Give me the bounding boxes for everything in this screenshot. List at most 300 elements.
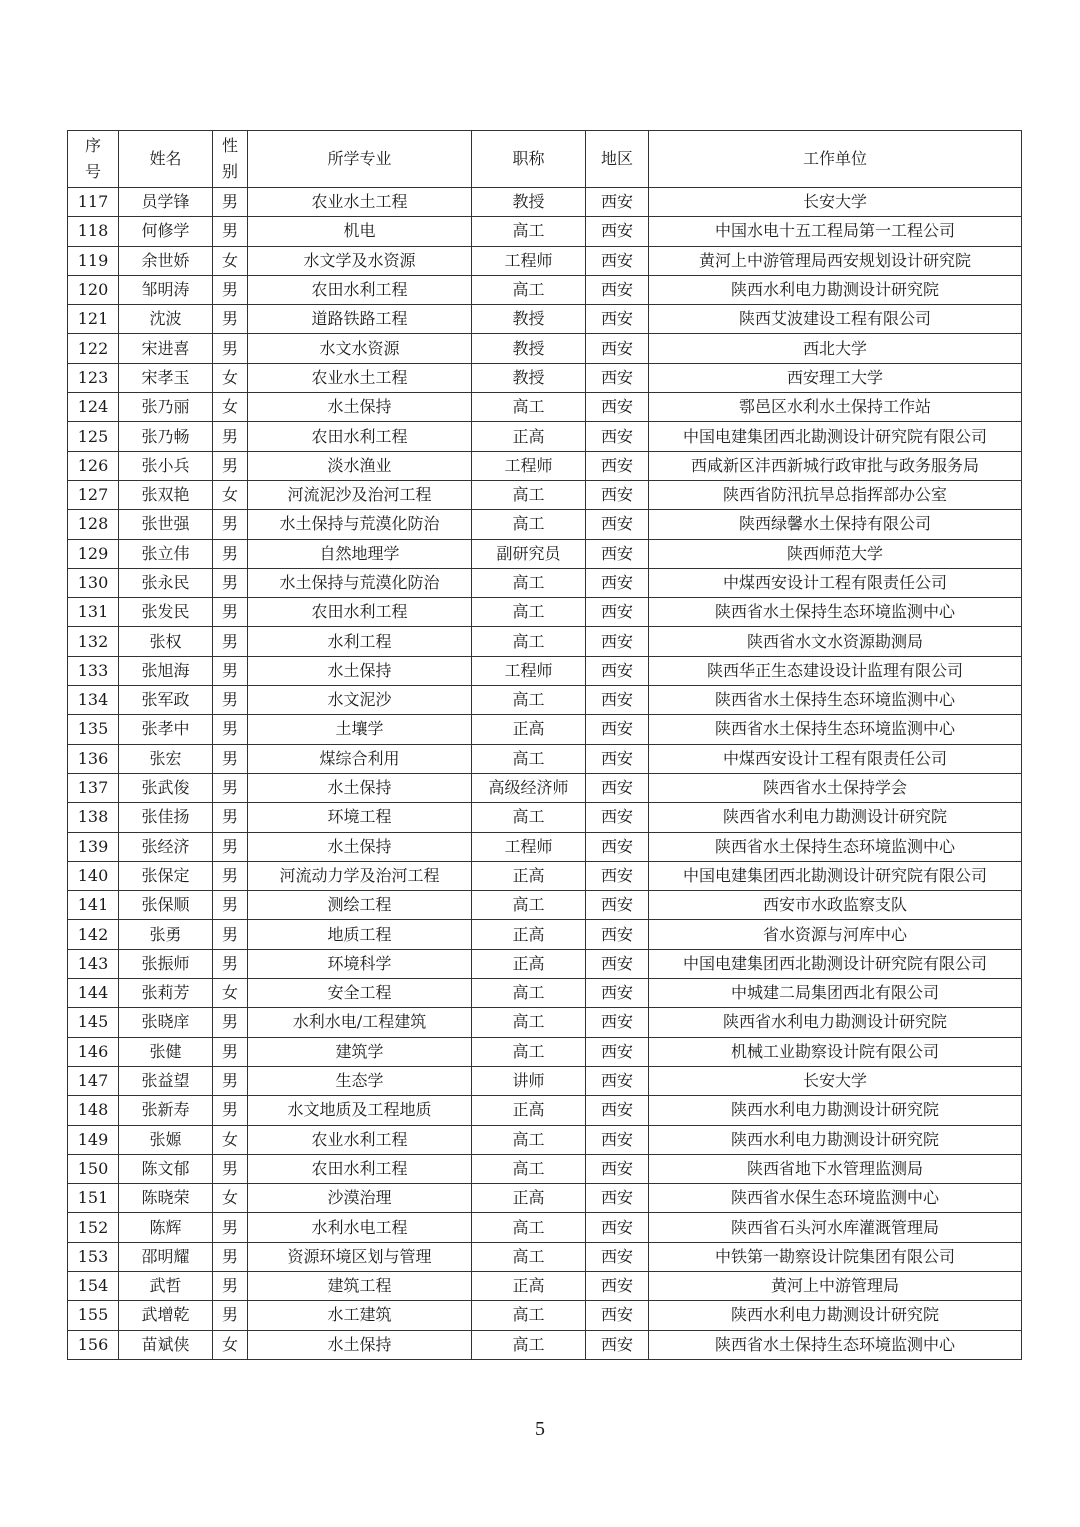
cell-seq: 117 bbox=[68, 188, 119, 217]
header-employer: 工作单位 bbox=[649, 131, 1022, 188]
header-region: 地区 bbox=[586, 131, 649, 188]
cell-gender: 女 bbox=[213, 1184, 248, 1213]
cell-title: 高工 bbox=[472, 1154, 586, 1183]
cell-gender: 男 bbox=[213, 1154, 248, 1183]
cell-major: 水文地质及工程地质 bbox=[248, 1096, 472, 1125]
cell-gender: 男 bbox=[213, 1096, 248, 1125]
cell-title: 高工 bbox=[472, 1242, 586, 1271]
cell-major: 水土保持 bbox=[248, 1330, 472, 1359]
cell-seq: 120 bbox=[68, 275, 119, 304]
cell-region: 西安 bbox=[586, 568, 649, 597]
cell-name: 邹明涛 bbox=[119, 275, 213, 304]
cell-seq: 127 bbox=[68, 480, 119, 509]
cell-employer: 长安大学 bbox=[649, 1066, 1022, 1095]
table-row bbox=[68, 1066, 1022, 1095]
cell-major: 淡水渔业 bbox=[248, 451, 472, 480]
cell-name: 张勇 bbox=[119, 920, 213, 949]
cell-gender: 男 bbox=[213, 188, 248, 217]
cell-region: 西安 bbox=[586, 1242, 649, 1271]
cell-name: 何修学 bbox=[119, 217, 213, 246]
cell-gender: 女 bbox=[213, 246, 248, 275]
cell-name: 张立伟 bbox=[119, 539, 213, 568]
cell-major: 农田水利工程 bbox=[248, 1154, 472, 1183]
cell-gender: 男 bbox=[213, 334, 248, 363]
table-row bbox=[68, 598, 1022, 627]
table-row bbox=[68, 773, 1022, 802]
cell-gender: 男 bbox=[213, 1271, 248, 1300]
cell-employer: 西北大学 bbox=[649, 334, 1022, 363]
cell-gender: 女 bbox=[213, 1125, 248, 1154]
cell-gender: 男 bbox=[213, 656, 248, 685]
cell-major: 土壤学 bbox=[248, 715, 472, 744]
cell-title: 正高 bbox=[472, 422, 586, 451]
cell-region: 西安 bbox=[586, 539, 649, 568]
table-row bbox=[68, 803, 1022, 832]
cell-region: 西安 bbox=[586, 744, 649, 773]
table-row bbox=[68, 715, 1022, 744]
cell-gender: 男 bbox=[213, 305, 248, 334]
table-row bbox=[68, 1301, 1022, 1330]
cell-gender: 男 bbox=[213, 1242, 248, 1271]
cell-seq: 149 bbox=[68, 1125, 119, 1154]
cell-employer: 陕西华正生态建设设计监理有限公司 bbox=[649, 656, 1022, 685]
cell-region: 西安 bbox=[586, 451, 649, 480]
cell-employer: 中国电建集团西北勘测设计研究院有限公司 bbox=[649, 422, 1022, 451]
table-row bbox=[68, 188, 1022, 217]
table-row bbox=[68, 1213, 1022, 1242]
cell-title: 讲师 bbox=[472, 1066, 586, 1095]
cell-region: 西安 bbox=[586, 363, 649, 392]
cell-title: 高工 bbox=[472, 480, 586, 509]
table-row bbox=[68, 627, 1022, 656]
cell-major: 水土保持 bbox=[248, 393, 472, 422]
cell-title: 高工 bbox=[472, 1330, 586, 1359]
table-row bbox=[68, 744, 1022, 773]
table-row bbox=[68, 656, 1022, 685]
cell-employer: 中铁第一勘察设计院集团有限公司 bbox=[649, 1242, 1022, 1271]
cell-seq: 153 bbox=[68, 1242, 119, 1271]
cell-major: 生态学 bbox=[248, 1066, 472, 1095]
cell-name: 张旭海 bbox=[119, 656, 213, 685]
cell-gender: 男 bbox=[213, 1037, 248, 1066]
cell-name: 苗斌侠 bbox=[119, 1330, 213, 1359]
table-body bbox=[68, 188, 1022, 1360]
cell-seq: 154 bbox=[68, 1271, 119, 1300]
cell-seq: 147 bbox=[68, 1066, 119, 1095]
cell-region: 西安 bbox=[586, 832, 649, 861]
cell-name: 沈波 bbox=[119, 305, 213, 334]
cell-gender: 男 bbox=[213, 715, 248, 744]
table-row bbox=[68, 393, 1022, 422]
table-row bbox=[68, 480, 1022, 509]
cell-title: 高工 bbox=[472, 1125, 586, 1154]
cell-name: 张乃畅 bbox=[119, 422, 213, 451]
cell-gender: 男 bbox=[213, 891, 248, 920]
cell-title: 高工 bbox=[472, 568, 586, 597]
cell-major: 环境工程 bbox=[248, 803, 472, 832]
cell-employer: 机械工业勘察设计院有限公司 bbox=[649, 1037, 1022, 1066]
cell-region: 西安 bbox=[586, 803, 649, 832]
table-row bbox=[68, 1330, 1022, 1359]
cell-region: 西安 bbox=[586, 1037, 649, 1066]
cell-gender: 男 bbox=[213, 1066, 248, 1095]
cell-major: 河流动力学及治河工程 bbox=[248, 861, 472, 890]
cell-seq: 130 bbox=[68, 568, 119, 597]
cell-major: 水土保持与荒漠化防治 bbox=[248, 510, 472, 539]
cell-employer: 中国电建集团西北勘测设计研究院有限公司 bbox=[649, 861, 1022, 890]
cell-title: 高工 bbox=[472, 891, 586, 920]
cell-seq: 144 bbox=[68, 979, 119, 1008]
cell-region: 西安 bbox=[586, 1096, 649, 1125]
table-row bbox=[68, 334, 1022, 363]
cell-major: 水利工程 bbox=[248, 627, 472, 656]
cell-region: 西安 bbox=[586, 1213, 649, 1242]
cell-major: 农田水利工程 bbox=[248, 422, 472, 451]
cell-major: 水工建筑 bbox=[248, 1301, 472, 1330]
table-row bbox=[68, 422, 1022, 451]
cell-region: 西安 bbox=[586, 305, 649, 334]
cell-title: 高工 bbox=[472, 979, 586, 1008]
cell-title: 工程师 bbox=[472, 656, 586, 685]
cell-gender: 男 bbox=[213, 803, 248, 832]
header-name: 姓名 bbox=[119, 131, 213, 188]
table-row bbox=[68, 1184, 1022, 1213]
cell-employer: 中煤西安设计工程有限责任公司 bbox=[649, 568, 1022, 597]
cell-title: 工程师 bbox=[472, 451, 586, 480]
cell-seq: 155 bbox=[68, 1301, 119, 1330]
table-row bbox=[68, 217, 1022, 246]
header-gender: 性 别 bbox=[213, 131, 248, 188]
cell-gender: 男 bbox=[213, 627, 248, 656]
cell-employer: 陕西省水保生态环境监测中心 bbox=[649, 1184, 1022, 1213]
cell-region: 西安 bbox=[586, 188, 649, 217]
table-header-row bbox=[68, 131, 1022, 188]
cell-title: 高工 bbox=[472, 1301, 586, 1330]
cell-region: 西安 bbox=[586, 246, 649, 275]
cell-title: 高工 bbox=[472, 803, 586, 832]
cell-major: 农业水土工程 bbox=[248, 188, 472, 217]
header-seq: 序 号 bbox=[68, 131, 119, 188]
cell-title: 高工 bbox=[472, 1213, 586, 1242]
cell-name: 张宏 bbox=[119, 744, 213, 773]
cell-gender: 男 bbox=[213, 744, 248, 773]
cell-gender: 男 bbox=[213, 920, 248, 949]
cell-employer: 陕西水利电力勘测设计研究院 bbox=[649, 1125, 1022, 1154]
cell-seq: 137 bbox=[68, 773, 119, 802]
cell-seq: 156 bbox=[68, 1330, 119, 1359]
cell-title: 正高 bbox=[472, 715, 586, 744]
cell-employer: 西咸新区沣西新城行政审批与政务服务局 bbox=[649, 451, 1022, 480]
cell-name: 张权 bbox=[119, 627, 213, 656]
cell-region: 西安 bbox=[586, 510, 649, 539]
cell-gender: 男 bbox=[213, 217, 248, 246]
cell-title: 副研究员 bbox=[472, 539, 586, 568]
cell-seq: 123 bbox=[68, 363, 119, 392]
cell-gender: 男 bbox=[213, 451, 248, 480]
cell-name: 张武俊 bbox=[119, 773, 213, 802]
cell-name: 张乃丽 bbox=[119, 393, 213, 422]
cell-gender: 女 bbox=[213, 979, 248, 1008]
cell-seq: 140 bbox=[68, 861, 119, 890]
cell-seq: 138 bbox=[68, 803, 119, 832]
cell-title: 教授 bbox=[472, 305, 586, 334]
cell-name: 张保顺 bbox=[119, 891, 213, 920]
cell-employer: 中煤西安设计工程有限责任公司 bbox=[649, 744, 1022, 773]
cell-major: 建筑工程 bbox=[248, 1271, 472, 1300]
cell-region: 西安 bbox=[586, 1154, 649, 1183]
table-row bbox=[68, 1271, 1022, 1300]
cell-name: 武增乾 bbox=[119, 1301, 213, 1330]
cell-seq: 135 bbox=[68, 715, 119, 744]
cell-seq: 118 bbox=[68, 217, 119, 246]
cell-gender: 女 bbox=[213, 1330, 248, 1359]
cell-name: 张益望 bbox=[119, 1066, 213, 1095]
table-row bbox=[68, 1037, 1022, 1066]
table-row bbox=[68, 363, 1022, 392]
cell-gender: 男 bbox=[213, 510, 248, 539]
cell-major: 资源环境区划与管理 bbox=[248, 1242, 472, 1271]
cell-gender: 男 bbox=[213, 861, 248, 890]
cell-gender: 男 bbox=[213, 568, 248, 597]
cell-title: 正高 bbox=[472, 861, 586, 890]
cell-employer: 西安市水政监察支队 bbox=[649, 891, 1022, 920]
cell-major: 水利水电/工程建筑 bbox=[248, 1008, 472, 1037]
table-row bbox=[68, 979, 1022, 1008]
cell-name: 张双艳 bbox=[119, 480, 213, 509]
cell-employer: 中城建二局集团西北有限公司 bbox=[649, 979, 1022, 1008]
cell-title: 高工 bbox=[472, 217, 586, 246]
cell-title: 高工 bbox=[472, 627, 586, 656]
cell-seq: 119 bbox=[68, 246, 119, 275]
cell-gender: 女 bbox=[213, 480, 248, 509]
cell-title: 正高 bbox=[472, 1096, 586, 1125]
cell-major: 农田水利工程 bbox=[248, 598, 472, 627]
cell-region: 西安 bbox=[586, 1125, 649, 1154]
cell-name: 陈晓荣 bbox=[119, 1184, 213, 1213]
cell-employer: 陕西省水土保持生态环境监测中心 bbox=[649, 832, 1022, 861]
cell-title: 正高 bbox=[472, 1271, 586, 1300]
table-row bbox=[68, 451, 1022, 480]
cell-major: 安全工程 bbox=[248, 979, 472, 1008]
cell-region: 西安 bbox=[586, 422, 649, 451]
cell-seq: 139 bbox=[68, 832, 119, 861]
cell-name: 张保定 bbox=[119, 861, 213, 890]
cell-region: 西安 bbox=[586, 920, 649, 949]
cell-region: 西安 bbox=[586, 1271, 649, 1300]
cell-employer: 省水资源与河库中心 bbox=[649, 920, 1022, 949]
cell-seq: 133 bbox=[68, 656, 119, 685]
cell-region: 西安 bbox=[586, 1066, 649, 1095]
cell-major: 河流泥沙及治河工程 bbox=[248, 480, 472, 509]
cell-title: 高工 bbox=[472, 686, 586, 715]
cell-region: 西安 bbox=[586, 773, 649, 802]
page-number: 5 bbox=[535, 1418, 545, 1440]
cell-seq: 148 bbox=[68, 1096, 119, 1125]
cell-title: 高工 bbox=[472, 510, 586, 539]
cell-title: 工程师 bbox=[472, 246, 586, 275]
cell-major: 水文学及水资源 bbox=[248, 246, 472, 275]
cell-major: 环境科学 bbox=[248, 949, 472, 978]
cell-region: 西安 bbox=[586, 217, 649, 246]
cell-title: 工程师 bbox=[472, 832, 586, 861]
cell-employer: 陕西省水利电力勘测设计研究院 bbox=[649, 803, 1022, 832]
cell-employer: 陕西水利电力勘测设计研究院 bbox=[649, 1301, 1022, 1330]
cell-name: 张世强 bbox=[119, 510, 213, 539]
cell-title: 教授 bbox=[472, 334, 586, 363]
cell-region: 西安 bbox=[586, 1330, 649, 1359]
cell-gender: 男 bbox=[213, 1301, 248, 1330]
cell-region: 西安 bbox=[586, 656, 649, 685]
cell-region: 西安 bbox=[586, 480, 649, 509]
cell-name: 宋孝玉 bbox=[119, 363, 213, 392]
cell-employer: 陕西省石头河水库灌溉管理局 bbox=[649, 1213, 1022, 1242]
cell-name: 武哲 bbox=[119, 1271, 213, 1300]
cell-title: 高工 bbox=[472, 598, 586, 627]
cell-employer: 陕西水利电力勘测设计研究院 bbox=[649, 275, 1022, 304]
cell-region: 西安 bbox=[586, 393, 649, 422]
table-row bbox=[68, 891, 1022, 920]
cell-title: 高工 bbox=[472, 393, 586, 422]
cell-major: 水文泥沙 bbox=[248, 686, 472, 715]
cell-name: 陈文郁 bbox=[119, 1154, 213, 1183]
cell-employer: 中国水电十五工程局第一工程公司 bbox=[649, 217, 1022, 246]
cell-name: 张健 bbox=[119, 1037, 213, 1066]
cell-employer: 陕西绿馨水土保持有限公司 bbox=[649, 510, 1022, 539]
cell-name: 宋进喜 bbox=[119, 334, 213, 363]
header-major: 所学专业 bbox=[248, 131, 472, 188]
cell-employer: 黄河上中游管理局 bbox=[649, 1271, 1022, 1300]
cell-employer: 陕西省水土保持生态环境监测中心 bbox=[649, 1330, 1022, 1359]
table-row bbox=[68, 920, 1022, 949]
cell-region: 西安 bbox=[586, 715, 649, 744]
cell-seq: 146 bbox=[68, 1037, 119, 1066]
cell-title: 正高 bbox=[472, 920, 586, 949]
cell-employer: 陕西省水土保持学会 bbox=[649, 773, 1022, 802]
cell-seq: 132 bbox=[68, 627, 119, 656]
cell-title: 高工 bbox=[472, 1008, 586, 1037]
table-row bbox=[68, 568, 1022, 597]
cell-seq: 136 bbox=[68, 744, 119, 773]
table-row bbox=[68, 539, 1022, 568]
cell-gender: 男 bbox=[213, 949, 248, 978]
cell-name: 张振师 bbox=[119, 949, 213, 978]
cell-major: 水土保持 bbox=[248, 832, 472, 861]
cell-seq: 129 bbox=[68, 539, 119, 568]
cell-seq: 143 bbox=[68, 949, 119, 978]
cell-title: 正高 bbox=[472, 1184, 586, 1213]
cell-name: 余世娇 bbox=[119, 246, 213, 275]
cell-major: 农业水土工程 bbox=[248, 363, 472, 392]
cell-seq: 150 bbox=[68, 1154, 119, 1183]
cell-name: 张永民 bbox=[119, 568, 213, 597]
table-row bbox=[68, 832, 1022, 861]
cell-title: 高工 bbox=[472, 1037, 586, 1066]
cell-gender: 男 bbox=[213, 539, 248, 568]
cell-major: 水土保持 bbox=[248, 773, 472, 802]
cell-gender: 男 bbox=[213, 1213, 248, 1242]
cell-title: 高级经济师 bbox=[472, 773, 586, 802]
cell-employer: 陕西省防汛抗旱总指挥部办公室 bbox=[649, 480, 1022, 509]
cell-major: 沙漠治理 bbox=[248, 1184, 472, 1213]
cell-seq: 141 bbox=[68, 891, 119, 920]
cell-name: 张孝中 bbox=[119, 715, 213, 744]
cell-major: 煤综合利用 bbox=[248, 744, 472, 773]
cell-major: 机电 bbox=[248, 217, 472, 246]
cell-seq: 128 bbox=[68, 510, 119, 539]
cell-name: 张新寿 bbox=[119, 1096, 213, 1125]
cell-seq: 131 bbox=[68, 598, 119, 627]
cell-employer: 陕西省地下水管理监测局 bbox=[649, 1154, 1022, 1183]
cell-name: 陈辉 bbox=[119, 1213, 213, 1242]
cell-major: 农业水利工程 bbox=[248, 1125, 472, 1154]
cell-gender: 男 bbox=[213, 422, 248, 451]
cell-employer: 陕西水利电力勘测设计研究院 bbox=[649, 1096, 1022, 1125]
cell-title: 高工 bbox=[472, 275, 586, 304]
cell-region: 西安 bbox=[586, 979, 649, 1008]
cell-employer: 长安大学 bbox=[649, 188, 1022, 217]
cell-major: 水土保持 bbox=[248, 656, 472, 685]
cell-major: 自然地理学 bbox=[248, 539, 472, 568]
cell-major: 道路铁路工程 bbox=[248, 305, 472, 334]
cell-employer: 陕西师范大学 bbox=[649, 539, 1022, 568]
cell-major: 水土保持与荒漠化防治 bbox=[248, 568, 472, 597]
cell-employer: 陕西艾波建设工程有限公司 bbox=[649, 305, 1022, 334]
table-row bbox=[68, 1096, 1022, 1125]
table-row bbox=[68, 510, 1022, 539]
cell-region: 西安 bbox=[586, 275, 649, 304]
table-row bbox=[68, 861, 1022, 890]
cell-region: 西安 bbox=[586, 1184, 649, 1213]
cell-seq: 134 bbox=[68, 686, 119, 715]
cell-name: 张经济 bbox=[119, 832, 213, 861]
cell-major: 农田水利工程 bbox=[248, 275, 472, 304]
table-row bbox=[68, 275, 1022, 304]
cell-gender: 男 bbox=[213, 275, 248, 304]
cell-seq: 126 bbox=[68, 451, 119, 480]
cell-name: 张军政 bbox=[119, 686, 213, 715]
cell-employer: 鄠邑区水利水土保持工作站 bbox=[649, 393, 1022, 422]
cell-title: 正高 bbox=[472, 949, 586, 978]
cell-employer: 西安理工大学 bbox=[649, 363, 1022, 392]
cell-name: 张嫄 bbox=[119, 1125, 213, 1154]
cell-employer: 陕西省水利电力勘测设计研究院 bbox=[649, 1008, 1022, 1037]
cell-seq: 121 bbox=[68, 305, 119, 334]
cell-name: 张晓庠 bbox=[119, 1008, 213, 1037]
cell-region: 西安 bbox=[586, 1301, 649, 1330]
header-title: 职称 bbox=[472, 131, 586, 188]
cell-seq: 122 bbox=[68, 334, 119, 363]
cell-gender: 女 bbox=[213, 363, 248, 392]
cell-title: 教授 bbox=[472, 188, 586, 217]
cell-employer: 陕西省水土保持生态环境监测中心 bbox=[649, 715, 1022, 744]
cell-seq: 152 bbox=[68, 1213, 119, 1242]
cell-seq: 151 bbox=[68, 1184, 119, 1213]
cell-region: 西安 bbox=[586, 891, 649, 920]
cell-region: 西安 bbox=[586, 334, 649, 363]
cell-gender: 男 bbox=[213, 1008, 248, 1037]
cell-seq: 124 bbox=[68, 393, 119, 422]
cell-gender: 男 bbox=[213, 773, 248, 802]
cell-employer: 中国电建集团西北勘测设计研究院有限公司 bbox=[649, 949, 1022, 978]
cell-gender: 男 bbox=[213, 686, 248, 715]
cell-employer: 黄河上中游管理局西安规划设计研究院 bbox=[649, 246, 1022, 275]
cell-region: 西安 bbox=[586, 861, 649, 890]
cell-name: 张小兵 bbox=[119, 451, 213, 480]
roster-table bbox=[67, 130, 1022, 1360]
cell-employer: 陕西省水土保持生态环境监测中心 bbox=[649, 686, 1022, 715]
table-row bbox=[68, 1125, 1022, 1154]
cell-seq: 145 bbox=[68, 1008, 119, 1037]
